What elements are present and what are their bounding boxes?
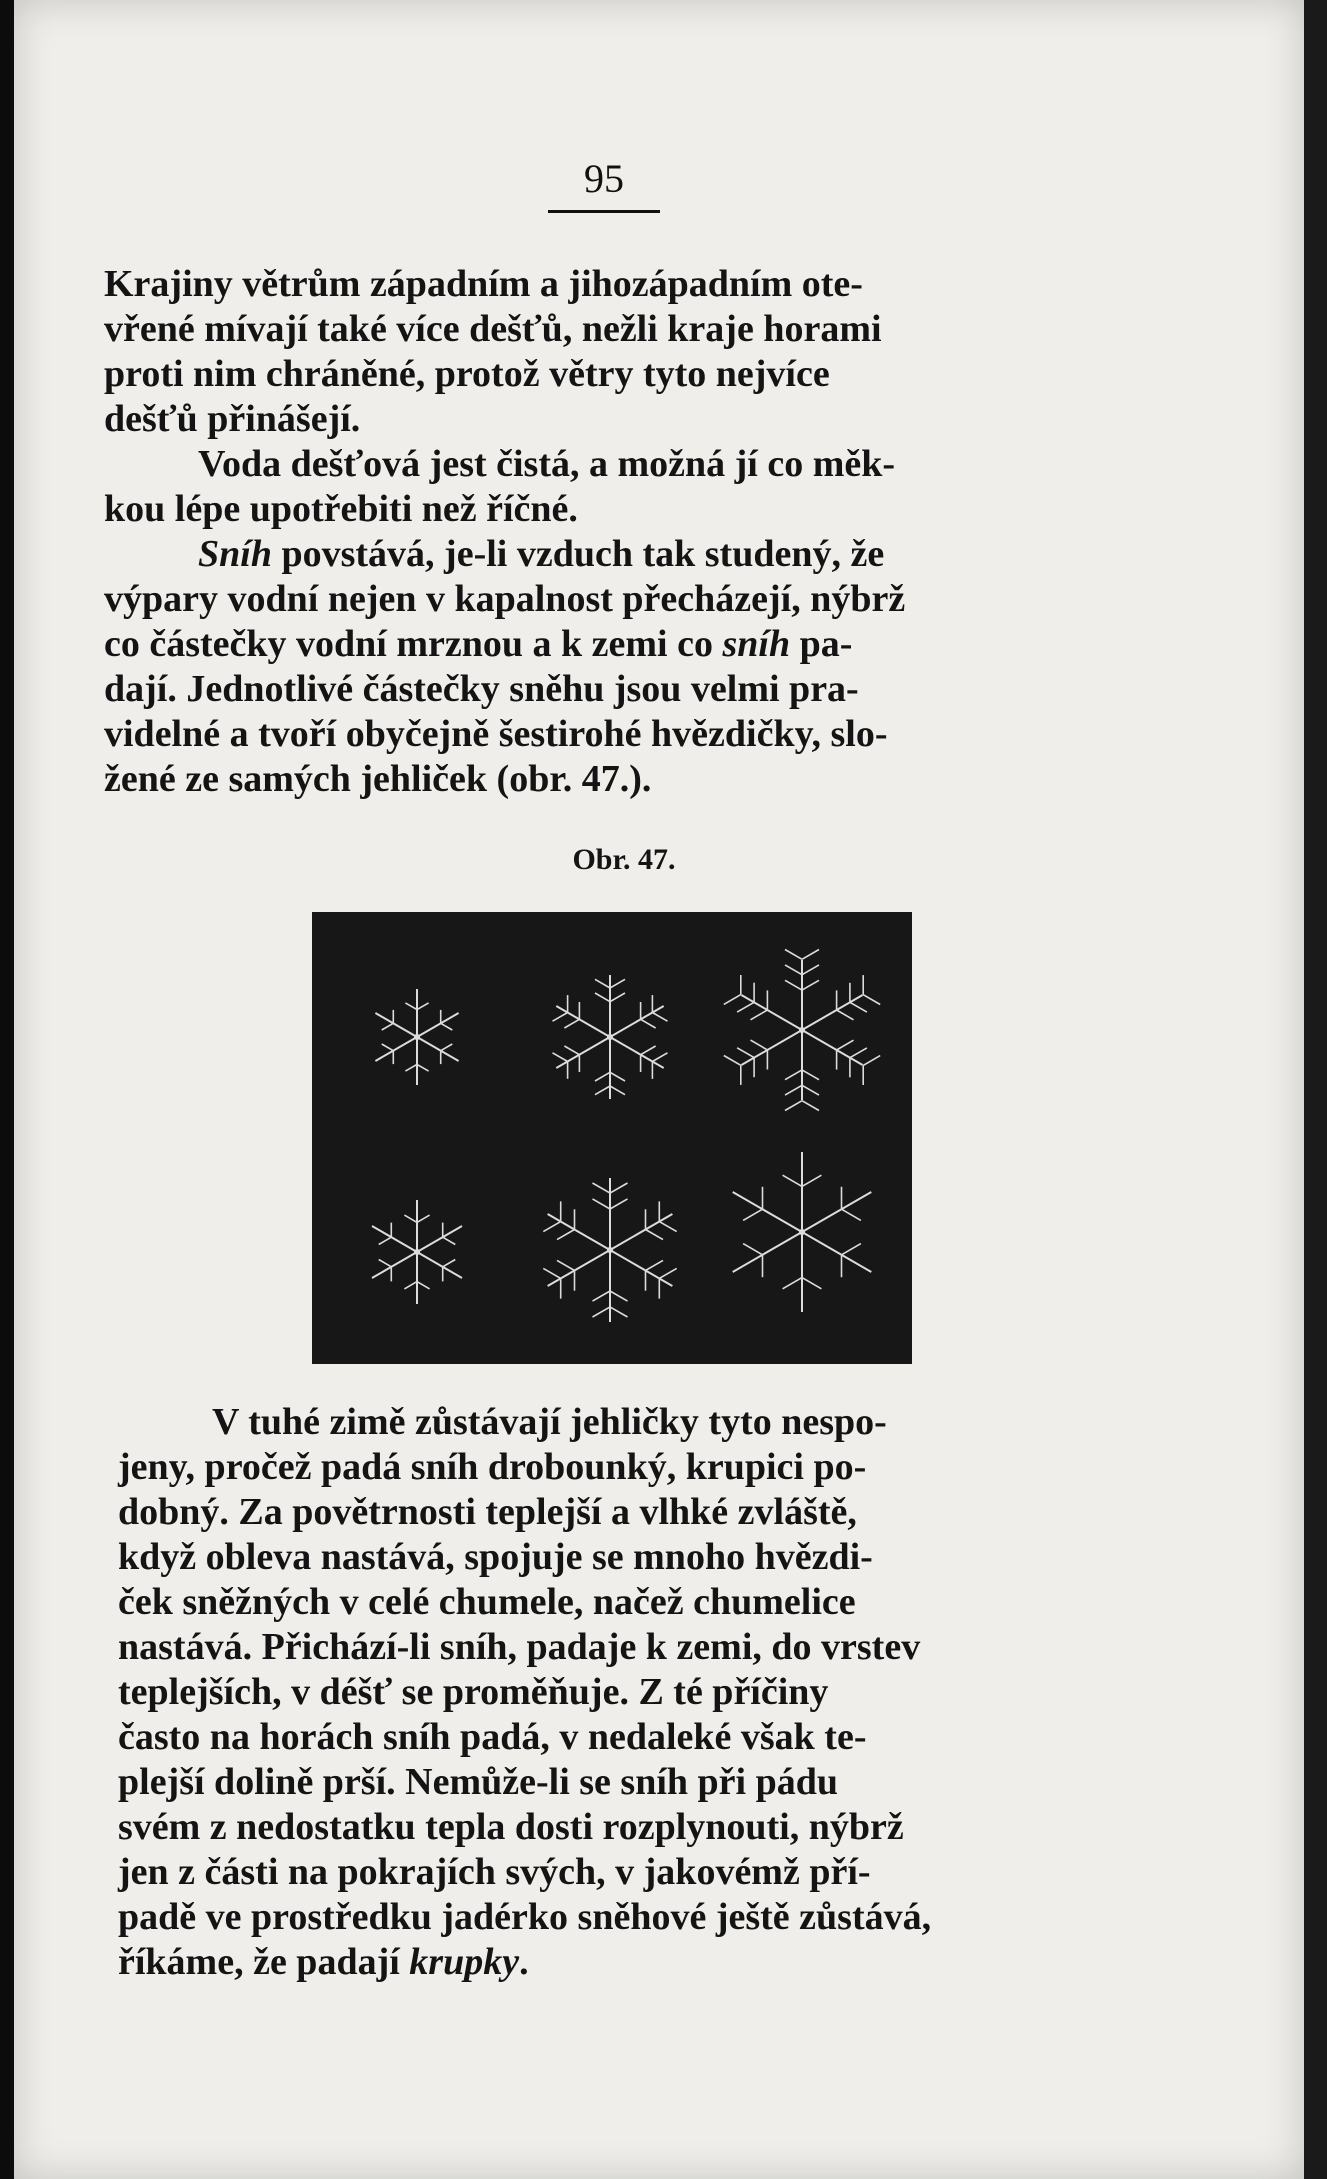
snowflake	[543, 1178, 676, 1322]
line: jeny, pročež padá sníh drobounký, krupici po-	[118, 1446, 867, 1488]
line: Krajiny větrům západním a jihozápadním ote-	[104, 263, 863, 305]
line: Voda dešťová jest čistá, a možná jí co měk-	[198, 443, 896, 485]
line: dobný. Za povětrnosti teplejší a vlhké zvláště,	[118, 1491, 857, 1533]
paragraph-1	[104, 262, 1104, 442]
line: .	[519, 1941, 529, 1983]
paragraph-4	[118, 1400, 1128, 1985]
line: jen z části na pokrajích svých, v jakovémž pří-	[118, 1851, 871, 1893]
line: dají. Jednotlivé částečky sněhu jsou velmi pra-	[104, 668, 859, 710]
line: V tuhé zimě zůstávají jehličky tyto nespo-	[212, 1401, 887, 1443]
page-edge-shadow	[1304, 0, 1327, 2179]
line: co částečky vodní mrznou a k zemi co	[104, 623, 723, 665]
line: videlné a tvoří obyčejně šestirohé hvězdičky, slo-	[104, 713, 888, 755]
snowflake-figure	[312, 912, 912, 1364]
paragraph-2	[104, 442, 1104, 532]
snowflake	[724, 950, 880, 1111]
book-page	[14, 0, 1304, 2179]
line: plejší dolině prší. Nemůže-li se sníh při pádu	[118, 1761, 838, 1803]
snowflake	[733, 1152, 872, 1312]
term-krupky: krupky	[409, 1941, 520, 1983]
line: výpary vodní nejen v kapalnost přecházejí, nýbrž	[104, 578, 906, 620]
line: když obleva nastává, spojuje se mnoho hvězdi-	[118, 1536, 873, 1578]
snowflake	[372, 1200, 462, 1304]
line: kou lépe upotřebiti než říčné.	[104, 488, 578, 530]
line: padě ve prostředku jadérko sněhové ještě zůstává,	[118, 1896, 932, 1938]
top-text	[104, 262, 1104, 802]
line: proti nim chráněné, protož větry tyto nejvíce	[104, 353, 830, 395]
line: teplejších, v déšť se proměňuje. Z té příčiny	[118, 1671, 829, 1713]
bottom-text	[118, 1400, 1128, 1985]
paragraph-3	[104, 532, 1104, 802]
line: svém z nedostatku tepla dosti rozplynouti, nýbrž	[118, 1806, 904, 1848]
line: povstává, je-li vzduch tak studený, že	[271, 533, 885, 575]
line: říkáme, že padají	[118, 1941, 410, 1983]
line: ček sněžných v celé chumele, načež chumelice	[118, 1581, 856, 1623]
line: žené ze samých jehliček (obr. 47.).	[104, 758, 652, 800]
snowflake-illustration	[312, 912, 912, 1364]
line: nastává. Přichází-li sníh, padaje k zemi, do vrstev	[118, 1626, 921, 1668]
snowflake	[553, 975, 668, 1099]
page-number: 95	[548, 155, 660, 213]
snowflake	[375, 989, 458, 1085]
line: často na horách sníh padá, v nedaleké však te-	[118, 1716, 867, 1758]
term-snih: Sníh	[198, 533, 272, 575]
line: vřené mívají také více dešťů, nežli kraje horami	[104, 308, 882, 350]
term-snih-inline: sníh	[722, 623, 791, 665]
line: pa-	[790, 623, 853, 665]
figure-caption: Obr. 47.	[572, 843, 676, 876]
line: dešťů přinášejí.	[104, 398, 361, 440]
